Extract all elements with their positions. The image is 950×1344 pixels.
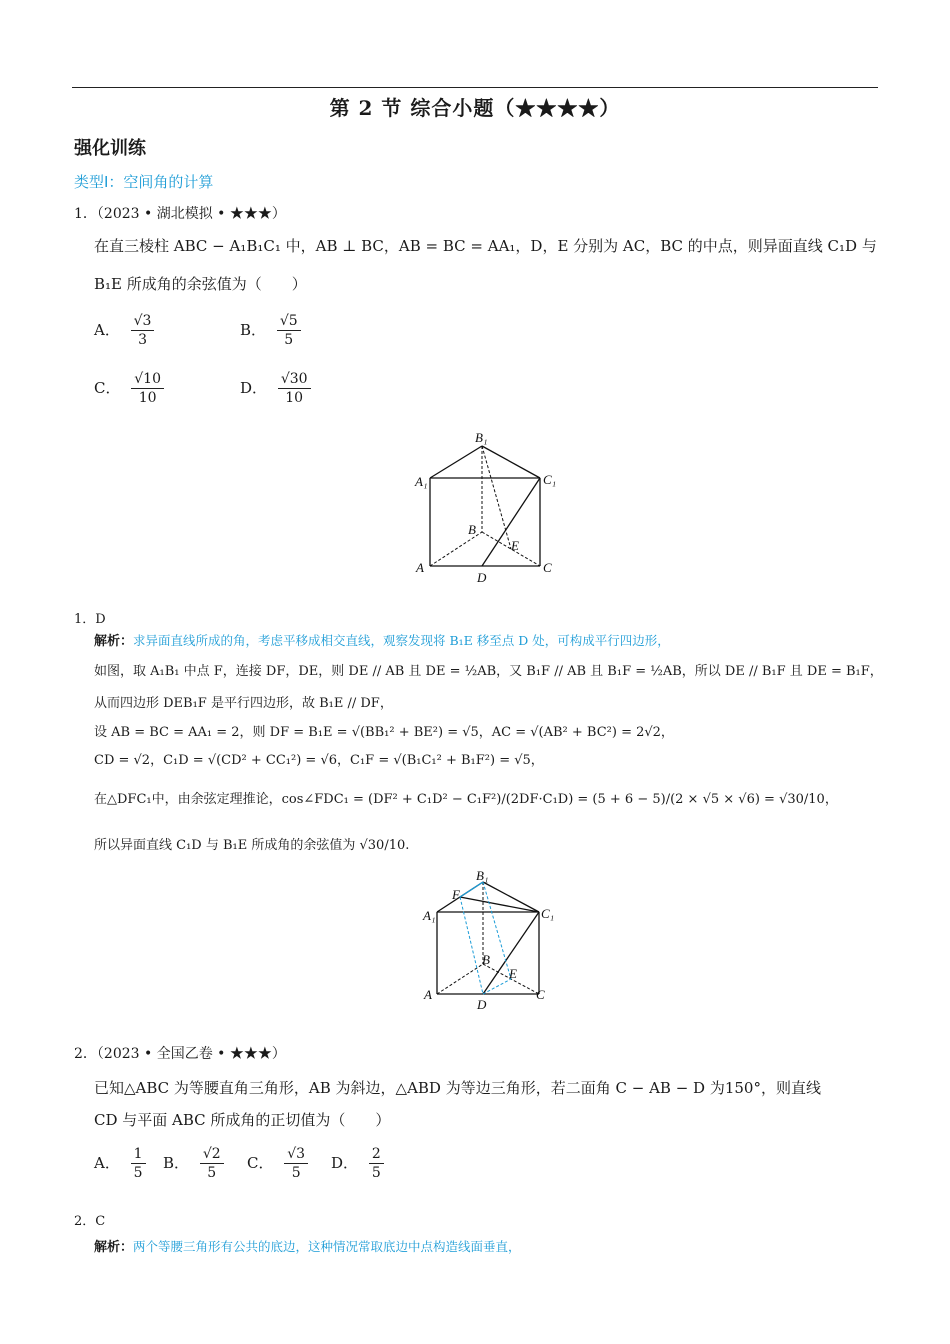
q1-option-b[interactable]: [240, 312, 301, 349]
q1-prism-figure: [405, 428, 565, 588]
q1-option-a[interactable]: [94, 312, 154, 349]
label-e: E: [509, 966, 517, 981]
a1-answer: 1．D: [74, 612, 106, 627]
option-fraction: $\frac{√2}{5}$: [200, 1145, 224, 1182]
q1-text-line1: 在直三棱柱 ABC − A₁B₁C₁ 中，AB ⊥ BC，AB = BC = AA₁，D，E 分别为 AC，BC 的中点，则异面直线 C₁D 与: [94, 237, 877, 255]
q1-head: 1．（2023 • 湖北模拟 • ★★★）: [74, 206, 286, 222]
label-b: B: [482, 952, 490, 967]
option-fraction: $\frac{2}{5}$: [369, 1145, 384, 1182]
a1-label: 解析：: [94, 634, 134, 649]
label-a1: A₁: [423, 908, 436, 923]
a1-hint: 求异面直线所成的角，考虑平移成相交直线，观察发现将 B₁E 移至点 D 处，可构成平行四边形，: [133, 633, 670, 648]
q2-text-line2: CD 与平面 ABC 所成角的正切值为（ ）: [94, 1111, 391, 1129]
option-fraction: $\frac{1}{5}$: [131, 1145, 146, 1182]
label-a: A: [416, 560, 424, 575]
label-d: D: [477, 997, 487, 1012]
q2-option-c[interactable]: [247, 1145, 308, 1182]
option-fraction: $\frac{√10}{10}$: [131, 370, 164, 407]
a1-line-1: 如图，取 A₁B₁ 中点 F，连接 DF，DE，则 DE // AB 且 DE = ½AB，又 B₁F // AB 且 B₁F = ½AB，所以 DE // B₁F 且 DE = B₁F，: [94, 664, 883, 679]
option-label: D．: [240, 378, 268, 397]
option-label: B．: [240, 320, 267, 339]
q2-text-line1: 已知△ABC 为等腰直角三角形，AB 为斜边，△ABD 为等边三角形，若二面角 C − AB − D 为150°，则直线: [94, 1079, 821, 1097]
q2-option-a[interactable]: [94, 1145, 146, 1182]
q1-option-c[interactable]: [94, 370, 164, 407]
page-title: 第 2 节 综合小题（★★★★）: [329, 96, 621, 120]
a1-solution-figure: [415, 868, 565, 1016]
option-label: B．: [163, 1153, 190, 1172]
q2-head: 2．（2023 • 全国乙卷 • ★★★）: [74, 1046, 286, 1062]
label-c: C: [543, 560, 552, 575]
label-d: D: [477, 570, 487, 585]
option-label: D．: [331, 1153, 359, 1172]
option-fraction: $\frac{√5}{5}$: [277, 312, 301, 349]
a2-answer: 2．C: [74, 1214, 106, 1229]
option-fraction: $\frac{√3}{5}$: [284, 1145, 308, 1182]
option-label: C．: [94, 378, 121, 397]
label-a: A: [424, 987, 432, 1002]
label-c: C: [536, 987, 545, 1002]
q1-option-d[interactable]: [240, 370, 311, 407]
label-b1: B₁: [476, 868, 489, 883]
option-fraction: $\frac{√3}{3}$: [131, 312, 155, 349]
q2-option-b[interactable]: [163, 1145, 224, 1182]
label-b: B: [468, 522, 476, 537]
a1-line-2: 从而四边形 DEB₁F 是平行四边形，故 B₁E // DF，: [94, 696, 393, 711]
option-label: A．: [94, 320, 120, 339]
header-rule: [72, 87, 878, 88]
a2-hint: 两个等腰三角形有公共的底边，这种情况常取底边中点构造线面垂直，: [133, 1239, 521, 1254]
a2-label: 解析：: [94, 1240, 134, 1255]
a1-line-6: 所以异面直线 C₁D 与 B₁E 所成角的余弦值为 √30/10.: [94, 838, 410, 853]
type-heading: 类型Ⅰ：空间角的计算: [74, 173, 214, 191]
q1-text-line2: B₁E 所成角的余弦值为（ ）: [94, 275, 307, 293]
option-label: A．: [94, 1153, 120, 1172]
section-title: 强化训练: [74, 138, 146, 159]
a1-line-3: 设 AB = BC = AA₁ = 2，则 DF = B₁E = √(BB₁² + BE²) = √5，AC = √(AB² + BC²) = 2√2，: [94, 725, 674, 740]
a1-line-4: CD = √2，C₁D = √(CD² + CC₁²) = √6，C₁F = √(B₁C₁² + B₁F²) = √5，: [94, 753, 544, 768]
label-a1: A₁: [415, 474, 428, 489]
q2-option-d[interactable]: [331, 1145, 384, 1182]
a1-line-5: 在△DFC₁中，由余弦定理推论，cos∠FDC₁ = (DF² + C₁D² − C₁F²)/(2DF·C₁D) = (5 + 6 − 5)/(2 × √5 × √6) = √30/10，: [94, 792, 838, 807]
label-e: E: [511, 538, 519, 553]
label-f: F: [452, 887, 460, 902]
label-c1: C₁: [541, 906, 555, 921]
a1-hint-row: [94, 630, 670, 649]
label-b1: B₁: [475, 430, 488, 445]
option-fraction: $\frac{√30}{10}$: [278, 370, 311, 407]
a2-hint-row: [94, 1236, 521, 1255]
label-c1: C₁: [543, 472, 557, 487]
option-label: C．: [247, 1153, 274, 1172]
